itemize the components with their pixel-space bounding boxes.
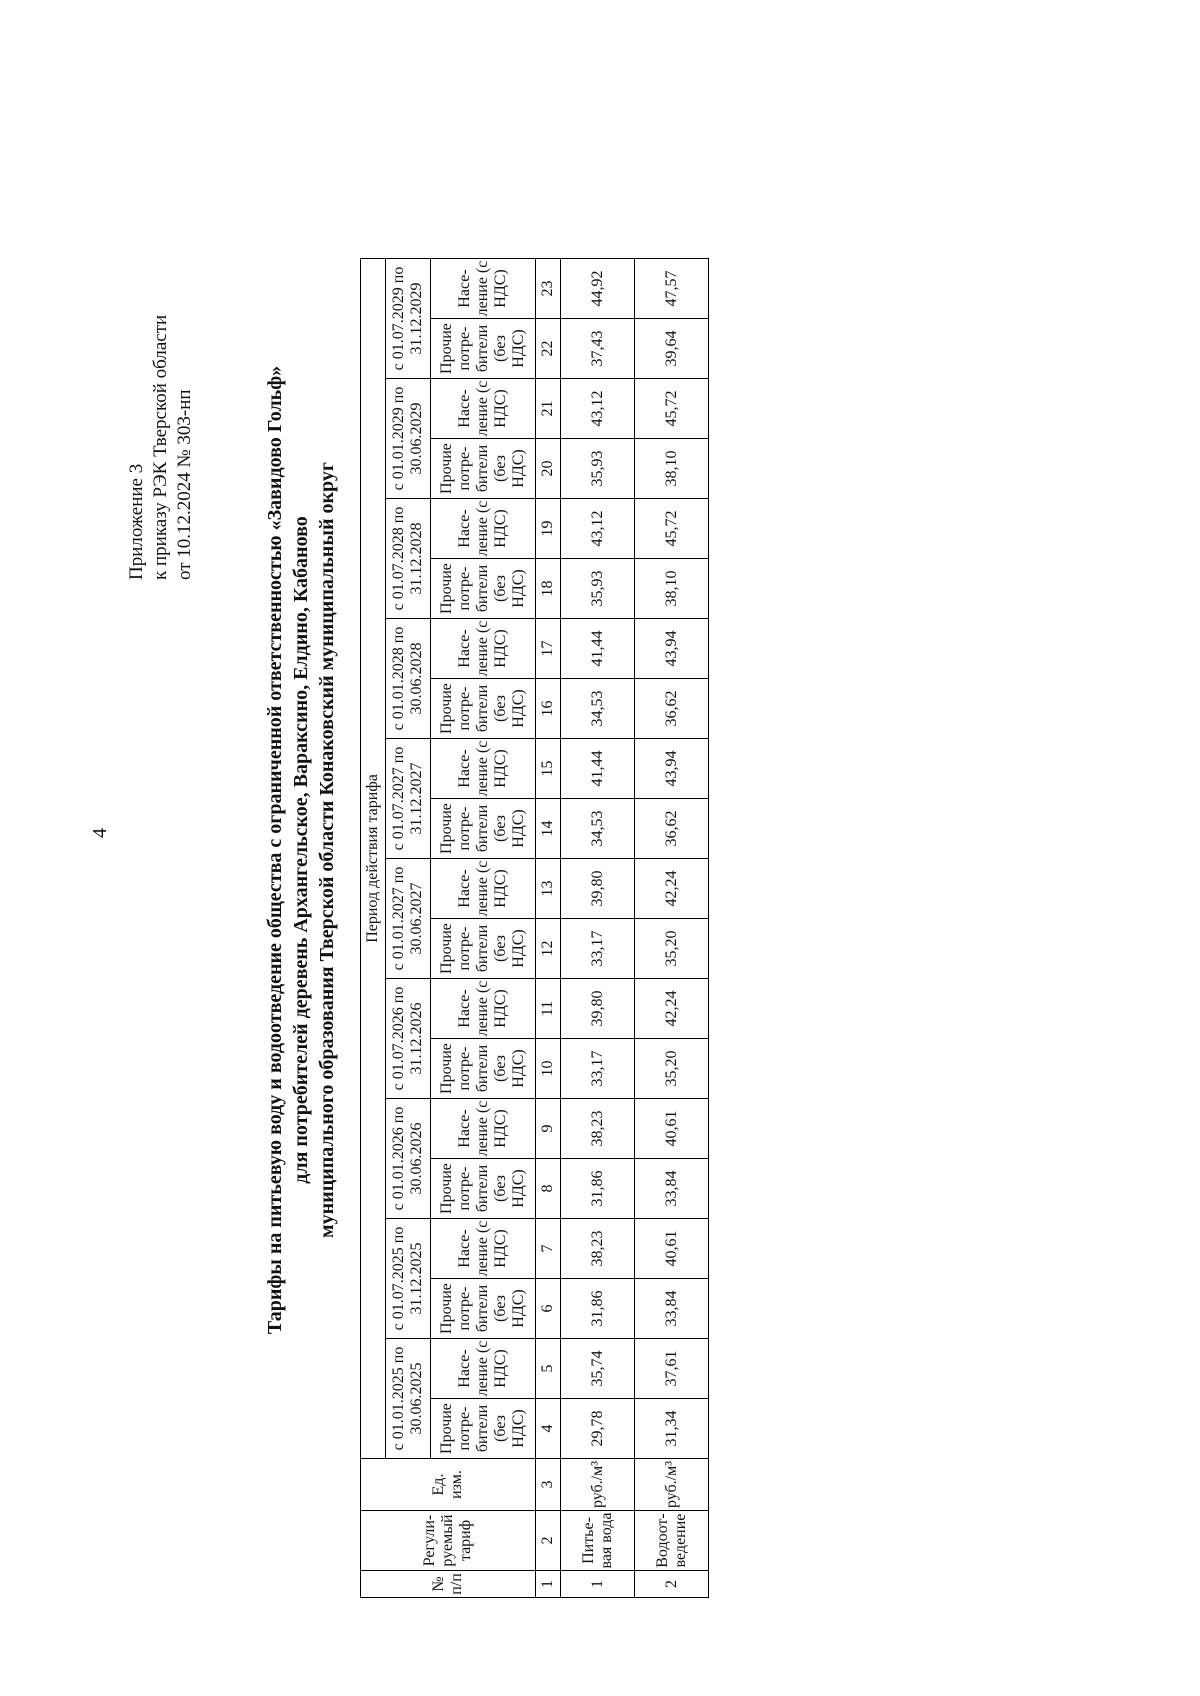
tariff-value-cell: 38,23 [561, 1099, 635, 1159]
row-unit: руб./м³ [635, 1459, 709, 1511]
column-number: 8 [536, 1159, 561, 1219]
tariff-value-cell: 40,61 [635, 1099, 709, 1159]
category-population: Насе-ление (с НДС) [431, 979, 536, 1039]
category-other-consumers: Прочие потре-бители (без НДС) [431, 919, 536, 979]
tariff-value-cell: 47,57 [635, 259, 709, 319]
tariff-value-cell: 37,43 [561, 319, 635, 379]
tariff-value-cell: 33,84 [635, 1279, 709, 1339]
tariff-value-cell: 33,17 [561, 919, 635, 979]
period-date-header: с 01.07.2029 по 31.12.2029 [386, 259, 431, 379]
category-other-consumers: Прочие потре-бители (без НДС) [431, 1279, 536, 1339]
column-number: 22 [536, 319, 561, 379]
tariff-value-cell: 29,78 [561, 1399, 635, 1459]
column-number: 1 [536, 1571, 561, 1598]
column-number: 2 [536, 1511, 561, 1571]
column-number: 4 [536, 1399, 561, 1459]
column-number: 5 [536, 1339, 561, 1399]
annex-block [125, 80, 197, 580]
tariff-value-cell: 38,10 [635, 559, 709, 619]
category-population: Насе-ление (с НДС) [431, 619, 536, 679]
column-number: 20 [536, 439, 561, 499]
column-number: 9 [536, 1099, 561, 1159]
category-population: Насе-ление (с НДС) [431, 739, 536, 799]
tariff-value-cell: 34,53 [561, 799, 635, 859]
tariff-value-cell: 38,23 [561, 1219, 635, 1279]
tariff-value-cell: 43,94 [635, 619, 709, 679]
row-tariff-name: Питье-вая вода [561, 1511, 635, 1571]
period-date-header: с 01.07.2028 по 31.12.2028 [386, 499, 431, 619]
annex-line-2: к приказу РЭК Тверской области [150, 314, 171, 580]
tariff-value-cell: 33,17 [561, 1039, 635, 1099]
tariff-value-cell: 37,61 [635, 1339, 709, 1399]
column-number: 7 [536, 1219, 561, 1279]
column-number: 17 [536, 619, 561, 679]
category-other-consumers: Прочие потре-бители (без НДС) [431, 1399, 536, 1459]
period-date-header: с 01.01.2026 по 30.06.2026 [386, 1099, 431, 1219]
tariff-value-cell: 42,24 [635, 979, 709, 1039]
tariff-value-cell: 35,74 [561, 1339, 635, 1399]
document-title [262, 100, 340, 1600]
tariff-value-cell: 39,80 [561, 979, 635, 1039]
period-date-header: с 01.01.2027 по 30.06.2027 [386, 859, 431, 979]
period-date-header: с 01.01.2025 по 30.06.2025 [386, 1339, 431, 1459]
row-tariff-name: Водоот-ведение [635, 1511, 709, 1571]
column-number: 11 [536, 979, 561, 1039]
tariff-value-cell: 39,64 [635, 319, 709, 379]
category-other-consumers: Прочие потре-бители (без НДС) [431, 1039, 536, 1099]
table-row [635, 259, 709, 1598]
tariff-value-cell: 33,84 [635, 1159, 709, 1219]
column-number: 15 [536, 739, 561, 799]
column-number: 6 [536, 1279, 561, 1339]
tariff-value-cell: 45,72 [635, 499, 709, 559]
period-date-header: с 01.01.2029 по 30.06.2029 [386, 379, 431, 499]
header-tariff: Регули-руемый тариф [361, 1511, 536, 1571]
category-population: Насе-ление (с НДС) [431, 1339, 536, 1399]
column-number: 3 [536, 1459, 561, 1511]
category-population: Насе-ление (с НДС) [431, 1219, 536, 1279]
row-number: 1 [561, 1571, 635, 1598]
column-number: 16 [536, 679, 561, 739]
column-number: 12 [536, 919, 561, 979]
tariff-value-cell: 35,93 [561, 439, 635, 499]
category-population: Насе-ление (с НДС) [431, 379, 536, 439]
page-number: 4 [89, 828, 111, 838]
tariff-value-cell: 40,61 [635, 1219, 709, 1279]
tariff-value-cell: 41,44 [561, 739, 635, 799]
annex-line-3: от 10.12.2024 № 303-нп [174, 389, 195, 580]
tariff-value-cell: 44,92 [561, 259, 635, 319]
column-number: 14 [536, 799, 561, 859]
column-number: 18 [536, 559, 561, 619]
column-number: 13 [536, 859, 561, 919]
tariff-value-cell: 36,62 [635, 799, 709, 859]
tariff-value-cell: 38,10 [635, 439, 709, 499]
header-unit: Ед. изм. [361, 1459, 536, 1511]
category-population: Насе-ление (с НДС) [431, 1099, 536, 1159]
tariff-value-cell: 41,44 [561, 619, 635, 679]
period-date-header: с 01.07.2025 по 31.12.2025 [386, 1219, 431, 1339]
tariff-value-cell: 31,86 [561, 1159, 635, 1219]
tariff-value-cell: 42,24 [635, 859, 709, 919]
title-line-1: Тарифы на питьевую воду и водоотведение общества с ограниченной ответственностью «Завидово Гольф» [264, 365, 286, 1335]
row-number: 2 [635, 1571, 709, 1598]
category-other-consumers: Прочие потре-бители (без НДС) [431, 559, 536, 619]
tariff-value-cell: 35,93 [561, 559, 635, 619]
category-other-consumers: Прочие потре-бители (без НДС) [431, 679, 536, 739]
tariff-value-cell: 45,72 [635, 379, 709, 439]
period-date-header: с 01.07.2026 по 31.12.2026 [386, 979, 431, 1099]
tariff-value-cell: 35,20 [635, 1039, 709, 1099]
tariff-table [360, 258, 709, 1598]
category-population: Насе-ление (с НДС) [431, 859, 536, 919]
row-unit: руб./м³ [561, 1459, 635, 1511]
category-other-consumers: Прочие потре-бители (без НДС) [431, 439, 536, 499]
category-other-consumers: Прочие потре-бители (без НДС) [431, 319, 536, 379]
column-number: 21 [536, 379, 561, 439]
tariff-value-cell: 43,12 [561, 499, 635, 559]
category-other-consumers: Прочие потре-бители (без НДС) [431, 799, 536, 859]
tariff-value-cell: 31,86 [561, 1279, 635, 1339]
tariff-value-cell: 34,53 [561, 679, 635, 739]
period-date-header: с 01.07.2027 по 31.12.2027 [386, 739, 431, 859]
title-line-2: для потребителей деревень Архангельское, Вараксино, Елдино, Кабаново [290, 516, 312, 1184]
category-population: Насе-ление (с НДС) [431, 259, 536, 319]
rotated-document [0, 60, 1100, 1640]
tariff-value-cell: 35,20 [635, 919, 709, 979]
tariff-value-cell: 39,80 [561, 859, 635, 919]
category-other-consumers: Прочие потре-бители (без НДС) [431, 1159, 536, 1219]
column-number: 23 [536, 259, 561, 319]
header-number: № п/п [361, 1571, 536, 1598]
tariff-value-cell: 43,94 [635, 739, 709, 799]
period-date-header: с 01.01.2028 по 30.06.2028 [386, 619, 431, 739]
column-number: 19 [536, 499, 561, 559]
table-row [561, 259, 635, 1598]
tariff-value-cell: 36,62 [635, 679, 709, 739]
annex-line-1: Приложение 3 [126, 463, 147, 580]
tariff-value-cell: 31,34 [635, 1399, 709, 1459]
category-population: Насе-ление (с НДС) [431, 499, 536, 559]
column-number: 10 [536, 1039, 561, 1099]
header-period: Период действия тарифа [361, 259, 386, 1459]
title-line-3: муниципального образования Тверской области Конаковский муниципальный округ [316, 462, 338, 1238]
tariff-value-cell: 43,12 [561, 379, 635, 439]
